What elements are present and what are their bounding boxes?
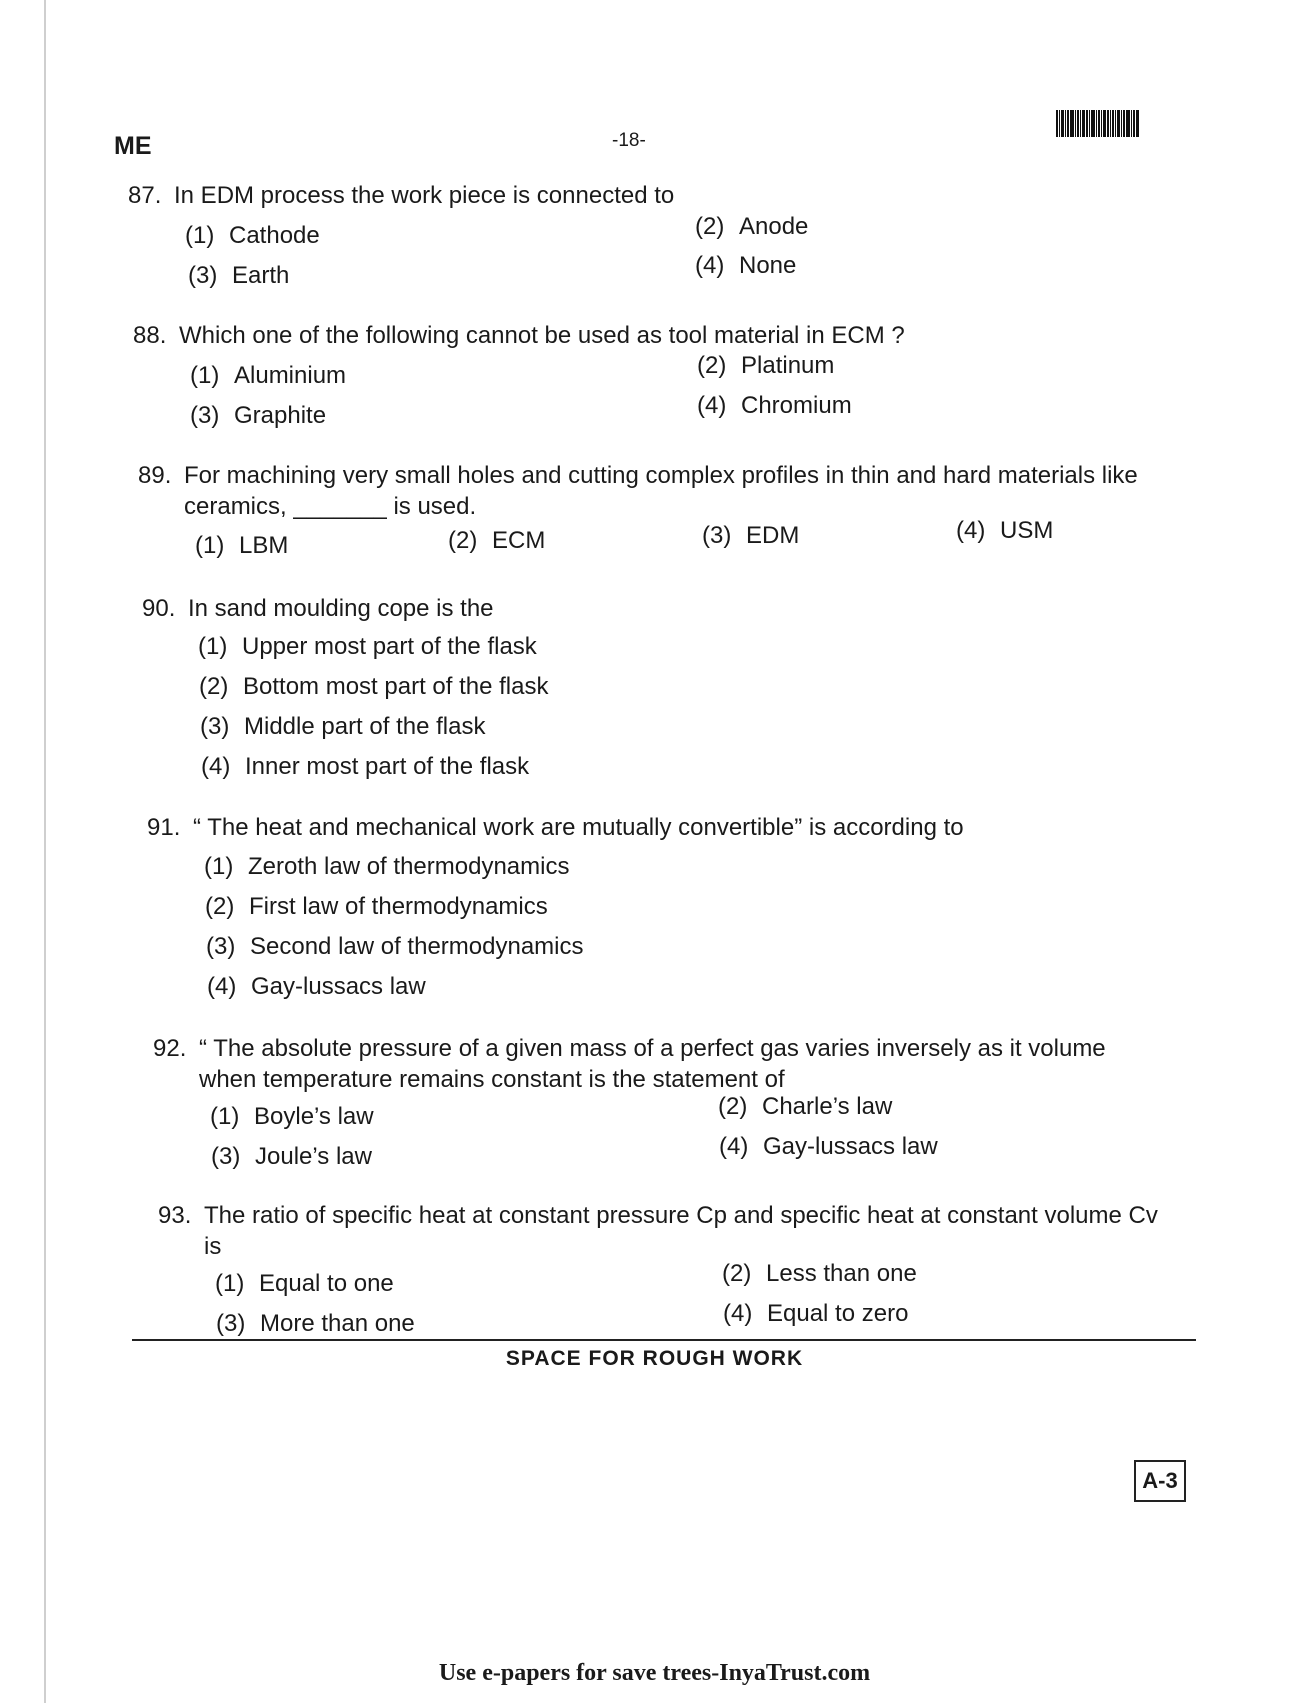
question-text: “ The heat and mechanical work are mutually convertible” is according to bbox=[193, 814, 964, 841]
option-2: (2) Platinum bbox=[697, 352, 835, 379]
page-number: -18- bbox=[612, 130, 646, 151]
option-1: (1) Boyle’s law bbox=[210, 1103, 374, 1130]
question-number: 88. bbox=[133, 322, 167, 349]
question-text: The ratio of specific heat at constant pressure Cp and specific heat at constant volume Cv is bbox=[204, 1202, 1158, 1260]
set-code-badge: A-3 bbox=[1134, 1460, 1186, 1502]
question-number: 87. bbox=[128, 182, 162, 209]
option-2: (2) Bottom most part of the flask bbox=[199, 673, 549, 700]
question-number: 92. bbox=[153, 1035, 187, 1062]
question-text: In EDM process the work piece is connected to bbox=[174, 182, 675, 209]
option-1: (1) Equal to one bbox=[215, 1270, 394, 1297]
option-3: (3) More than one bbox=[216, 1310, 415, 1337]
option-1: (1) Cathode bbox=[185, 222, 320, 249]
subject-code: ME bbox=[114, 132, 152, 160]
question-text: Which one of the following cannot be used as tool material in ECM ? bbox=[179, 322, 905, 349]
question-number: 93. bbox=[158, 1202, 192, 1229]
question-number: 90. bbox=[142, 595, 176, 622]
option-2: (2) Less than one bbox=[722, 1260, 917, 1287]
rough-work-heading: SPACE FOR ROUGH WORK bbox=[505, 1347, 804, 1370]
question-text: For machining very small holes and cutting complex profiles in thin and hard materials like ceramics, _______ is used. bbox=[184, 462, 1138, 520]
option-4: (4) Gay-lussacs law bbox=[719, 1133, 938, 1160]
option-2: (2) Charle’s law bbox=[718, 1093, 893, 1120]
option-4: (4) Gay-lussacs law bbox=[207, 973, 426, 1000]
question-text: In sand moulding cope is the bbox=[188, 595, 494, 622]
question-text: “ The absolute pressure of a given mass of a perfect gas varies inversely as it volume when temperature remains constant is the statement of bbox=[199, 1035, 1106, 1093]
option-3: (3) EDM bbox=[702, 522, 800, 549]
binding-margin-line bbox=[44, 0, 46, 1703]
option-1: (1) Zeroth law of thermodynamics bbox=[204, 853, 570, 880]
option-3: (3) Joule’s law bbox=[211, 1143, 372, 1170]
option-4: (4) Inner most part of the flask bbox=[201, 753, 530, 780]
question-number: 89. bbox=[138, 462, 172, 489]
option-2: (2) ECM bbox=[448, 527, 546, 554]
option-3: (3) Earth bbox=[188, 262, 290, 289]
option-4: (4) Equal to zero bbox=[723, 1300, 909, 1327]
option-1: (1) Aluminium bbox=[190, 362, 347, 389]
option-1: (1) LBM bbox=[195, 532, 289, 559]
option-3: (3) Middle part of the flask bbox=[200, 713, 486, 740]
option-3: (3) Graphite bbox=[190, 402, 327, 429]
option-1: (1) Upper most part of the flask bbox=[198, 633, 537, 660]
option-4: (4) None bbox=[695, 252, 797, 279]
divider-rule bbox=[132, 1339, 1196, 1341]
option-2: (2) First law of thermodynamics bbox=[205, 893, 548, 920]
question-number: 91. bbox=[147, 814, 181, 841]
footer-note: Use e-papers for save trees-InyaTrust.com bbox=[438, 1660, 871, 1686]
option-2: (2) Anode bbox=[695, 213, 809, 240]
option-4: (4) Chromium bbox=[697, 392, 852, 419]
option-4: (4) USM bbox=[956, 517, 1054, 544]
option-3: (3) Second law of thermodynamics bbox=[206, 933, 584, 960]
barcode-icon bbox=[1056, 110, 1156, 137]
